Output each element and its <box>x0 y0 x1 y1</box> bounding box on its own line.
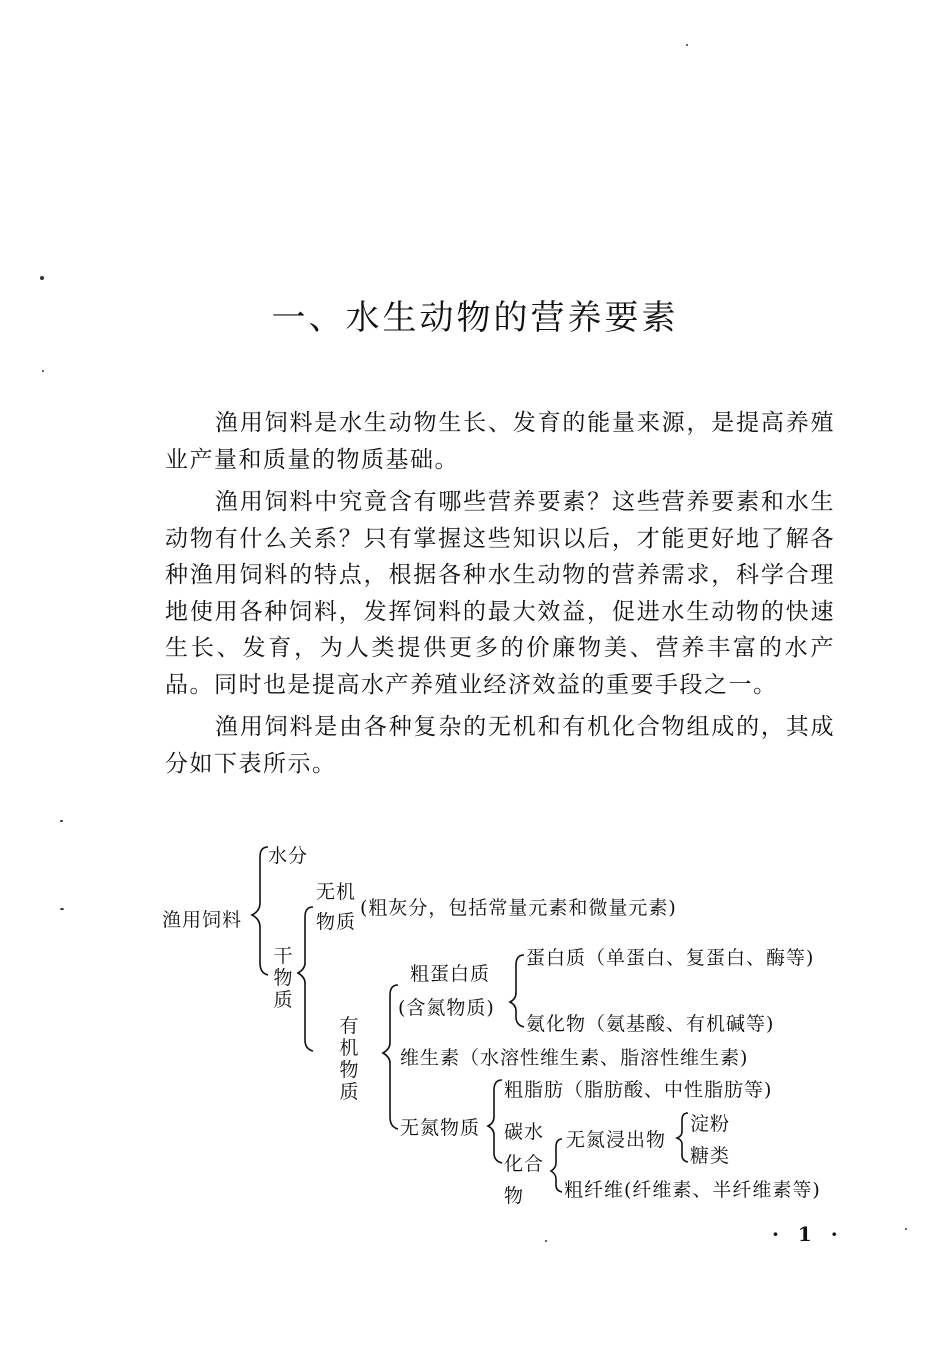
paragraph: 渔用饲料是水生动物生长、发育的能量来源，是提高养殖业产量和质量的物质基础。 <box>165 410 835 473</box>
scan-speck <box>40 276 44 280</box>
scan-speck <box>60 820 63 822</box>
scan-speck <box>42 370 44 372</box>
tree-organic-matter: 有机物质 <box>339 1015 359 1103</box>
tree-nfe-extract: 无氮浸出物 <box>566 1129 667 1151</box>
tree-carb-line3: 物 <box>504 1185 525 1207</box>
tree-vitamin: 维生素（水溶性维生素、脂溶性维生素) <box>400 1047 749 1069</box>
tree-crude-fat: 粗脂肪（脂肪酸、中性脂肪等) <box>504 1079 773 1101</box>
tree-nitrogen-matter: (含氮物质) <box>398 997 495 1019</box>
tree-nitrogen-free: 无氮物质 <box>400 1117 481 1139</box>
composition-tree <box>0 835 950 1215</box>
tree-crude-fiber: 粗纤维(纤维素、半纤维素等) <box>564 1179 821 1201</box>
paragraph: 渔用饲料是由各种复杂的无机和有机化合物组成的，其成分如下表所示。 <box>165 714 835 777</box>
tree-ash: (粗灰分，包括常量元素和微量元素) <box>360 897 677 919</box>
tree-inorganic-line1: 无机 <box>316 881 357 903</box>
scan-speck <box>905 1228 907 1230</box>
tree-protein: 蛋白质（单蛋白、复蛋白、酶等) <box>526 947 815 969</box>
tree-amide: 氨化物（氨基酸、有机碱等) <box>526 1013 775 1035</box>
page-number: · 1 · <box>772 1222 844 1246</box>
tree-sugar: 糖类 <box>690 1145 731 1167</box>
tree-carb-line2: 化合 <box>504 1153 545 1175</box>
tree-root: 渔用饲料 <box>162 909 243 931</box>
brace-nfe <box>488 1080 502 1163</box>
paragraph: 渔用饲料中究竟含有哪些营养要素？这些营养要素和水生动物有什么关系？只有掌握这些知识以后，才能更好地了解各种渔用饲料的特点，根据各种水生动物的营养需求，科学合理地使用各种饲料，发挥饲料的最大效益，促进水生动物的快速生长、发育，为人类提供更多的价廉物美、营养丰富的水产品。同时也是提高水产养殖业经济效益的重要手段之一。 <box>165 489 835 698</box>
chapter-title: 一、水生动物的营养要素 <box>271 298 679 338</box>
tree-braces <box>0 835 950 1215</box>
tree-water: 水分 <box>268 845 309 867</box>
tree-dry-matter: 干物质 <box>273 945 293 1011</box>
brace-root <box>252 847 268 975</box>
brace-organic <box>383 985 398 1129</box>
brace-carb <box>551 1139 562 1192</box>
tree-carb-line1: 碳水 <box>504 1121 545 1143</box>
scan-speck <box>686 44 688 46</box>
brace-dry <box>298 907 313 1051</box>
body-text <box>165 405 835 788</box>
brace-extract <box>677 1113 688 1162</box>
tree-starch: 淀粉 <box>690 1113 731 1135</box>
brace-protein <box>510 955 524 1027</box>
tree-inorganic-line2: 物质 <box>316 911 357 933</box>
scan-speck <box>545 1240 547 1242</box>
tree-crude-protein: 粗蛋白质 <box>410 963 491 985</box>
